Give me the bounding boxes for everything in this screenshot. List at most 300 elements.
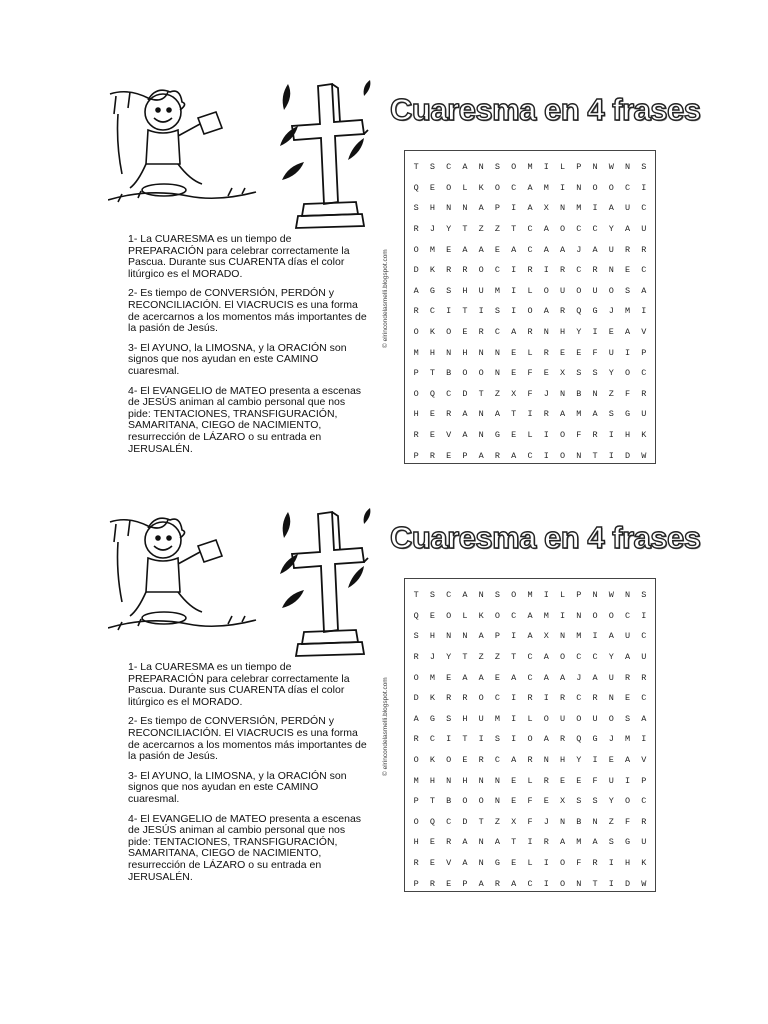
grid-letter: I [543, 590, 549, 601]
grid-letter: I [592, 327, 598, 338]
grid-letter: A [592, 672, 598, 683]
grid-letter: N [494, 775, 501, 786]
grid-letter: K [478, 182, 484, 193]
grid-letter: Z [494, 224, 501, 235]
grid-letter: U [625, 631, 631, 642]
grid-letter: A [625, 755, 631, 766]
grid-letter: R [527, 755, 533, 766]
grid-row [405, 384, 655, 405]
grid-letter: E [429, 610, 435, 621]
paragraph-1: 1- La CUARESMA es un tiempo de PREPARACIÓN para celebrar correctamente la Pascua. Durante sus CUARENTA días el color litúrgico es el MORADO. [128, 233, 350, 280]
grid-letter: T [592, 450, 598, 461]
grid-letter: A [559, 244, 566, 255]
grid-letter: Z [494, 652, 501, 663]
grid-letter: W [608, 590, 614, 601]
grid-letter: R [429, 878, 435, 889]
grid-letter: A [511, 327, 517, 338]
grid-letter: Z [608, 816, 614, 827]
grid-letter: J [608, 734, 614, 745]
grid-row [405, 342, 655, 363]
grid-letter: H [625, 430, 631, 441]
grid-letter: N [478, 347, 484, 358]
grid-letter: O [608, 285, 614, 296]
grid-letter: R [413, 224, 419, 235]
grid-letter: I [641, 734, 647, 745]
grid-letter: E [625, 693, 631, 704]
grid-letter: I [641, 182, 647, 193]
grid-letter: E [543, 796, 549, 807]
grid-letter: O [446, 182, 452, 193]
grid-letter: Q [576, 306, 582, 317]
grid-letter: R [641, 672, 647, 683]
grid-letter: I [592, 755, 598, 766]
grid-letter: L [527, 713, 533, 724]
grid-letter: O [559, 878, 566, 889]
grid-letter: O [527, 306, 533, 317]
grid-letter: O [413, 755, 419, 766]
grid-letter: N [625, 590, 631, 601]
grid-letter: Y [608, 796, 614, 807]
grid-letter: S [494, 306, 501, 317]
grid-letter: H [462, 713, 468, 724]
grid-letter: M [625, 306, 631, 317]
grid-letter: C [446, 388, 452, 399]
grid-letter: R [559, 734, 566, 745]
grid-letter: A [559, 409, 566, 420]
grid-letter: I [543, 450, 549, 461]
grid-letter: F [527, 368, 533, 379]
grid-letter: M [429, 244, 435, 255]
grid-letter: F [625, 388, 631, 399]
grid-letter: S [494, 734, 501, 745]
grid-letter: E [446, 878, 452, 889]
grid-letter: S [413, 203, 419, 214]
grid-letter: R [446, 837, 452, 848]
grid-letter: L [559, 162, 566, 173]
grid-letter: T [462, 652, 468, 663]
grid-letter: I [478, 306, 484, 317]
grid-letter: S [608, 837, 614, 848]
grid-letter: H [413, 409, 419, 420]
grid-letter: V [446, 430, 452, 441]
grid-letter: R [462, 693, 468, 704]
grid-letter: R [413, 652, 419, 663]
grid-letter: E [511, 347, 517, 358]
grid-letter: O [478, 796, 484, 807]
grid-letter: C [641, 368, 647, 379]
grid-letter: I [511, 285, 517, 296]
grid-letter: S [625, 285, 631, 296]
grid-letter: A [462, 672, 468, 683]
grid-letter: V [641, 327, 647, 338]
grid-letter: R [413, 430, 419, 441]
grid-letter: S [446, 713, 452, 724]
grid-letter: N [446, 775, 452, 786]
grid-letter: U [559, 285, 566, 296]
grid-letter: U [608, 244, 614, 255]
grid-letter: U [478, 285, 484, 296]
grid-letter: E [576, 347, 582, 358]
grid-letter: P [413, 796, 419, 807]
grid-letter: Y [446, 224, 452, 235]
grid-letter: R [494, 450, 501, 461]
grid-letter: T [413, 590, 419, 601]
grid-letter: J [429, 652, 435, 663]
grid-letter: O [494, 182, 501, 193]
grid-letter: I [511, 693, 517, 704]
grid-letter: I [543, 265, 549, 276]
grid-letter: U [641, 224, 647, 235]
grid-letter: E [494, 672, 501, 683]
grid-letter: N [478, 837, 484, 848]
grid-letter: R [494, 878, 501, 889]
grid-letter: A [608, 203, 614, 214]
grid-letter: E [446, 672, 452, 683]
grid-letter: S [429, 590, 435, 601]
grid-letter: I [641, 610, 647, 621]
grid-letter: F [576, 430, 582, 441]
grid-letter: Q [413, 182, 419, 193]
grid-letter: A [478, 631, 484, 642]
grid-letter: R [592, 430, 598, 441]
grid-letter: C [576, 224, 582, 235]
grid-letter: R [429, 450, 435, 461]
grid-letter: O [559, 224, 566, 235]
grid-letter: O [592, 610, 598, 621]
grid-letter: I [511, 203, 517, 214]
grid-letter: I [543, 162, 549, 173]
grid-letter: I [592, 631, 598, 642]
grid-letter: R [527, 693, 533, 704]
grid-letter: C [446, 162, 452, 173]
grid-letter: F [527, 388, 533, 399]
grid-letter: N [494, 368, 501, 379]
grid-letter: C [494, 327, 501, 338]
grid-letter: N [494, 796, 501, 807]
grid-letter: E [543, 368, 549, 379]
grid-letter: P [462, 878, 468, 889]
grid-row [405, 281, 655, 302]
grid-letter: C [494, 265, 501, 276]
child-reading-illustration [108, 84, 258, 214]
grid-letter: A [625, 327, 631, 338]
grid-row [405, 301, 655, 322]
worksheet-title: Cuaresma en 4 frases [390, 520, 701, 555]
grid-letter: L [527, 347, 533, 358]
grid-letter: P [494, 631, 501, 642]
grid-letter: T [462, 224, 468, 235]
grid-letter: H [559, 327, 566, 338]
grid-letter: O [446, 327, 452, 338]
grid-letter: Z [494, 388, 501, 399]
grid-letter: O [413, 327, 419, 338]
grid-letter: N [462, 203, 468, 214]
grid-row [405, 709, 655, 730]
grid-letter: O [413, 672, 419, 683]
grid-letter: R [462, 265, 468, 276]
grid-letter: M [576, 203, 582, 214]
grid-row [405, 585, 655, 606]
grid-letter: R [543, 775, 549, 786]
grid-letter: B [446, 368, 452, 379]
grid-letter: J [576, 672, 582, 683]
grid-row [405, 873, 655, 894]
grid-letter: Q [413, 610, 419, 621]
grid-letter: E [511, 858, 517, 869]
grid-letter: A [462, 162, 468, 173]
grid-letter: I [446, 734, 452, 745]
grid-letter: V [446, 858, 452, 869]
grid-letter: A [543, 244, 549, 255]
grid-letter: Q [429, 388, 435, 399]
grid-letter: R [413, 734, 419, 745]
grid-letter: I [543, 878, 549, 889]
grid-letter: A [462, 858, 468, 869]
grid-letter: L [527, 430, 533, 441]
grid-letter: W [641, 450, 647, 461]
grid-letter: S [413, 631, 419, 642]
grid-letter: T [478, 388, 484, 399]
worksheet-title: Cuaresma en 4 frases [390, 92, 701, 127]
grid-letter: C [511, 182, 517, 193]
grid-letter: R [592, 858, 598, 869]
grid-letter: A [592, 837, 598, 848]
grid-letter: J [429, 224, 435, 235]
grid-letter: A [413, 285, 419, 296]
grid-letter: C [527, 652, 533, 663]
grid-letter: I [608, 430, 614, 441]
grid-letter: E [576, 775, 582, 786]
word-search-grid [404, 150, 656, 464]
grid-letter: G [625, 409, 631, 420]
grid-letter: C [494, 755, 501, 766]
grid-letter: U [592, 713, 598, 724]
grid-letter: S [592, 796, 598, 807]
grid-letter: Z [478, 224, 484, 235]
grid-letter: M [576, 837, 582, 848]
grid-letter: A [543, 224, 549, 235]
grid-letter: R [527, 265, 533, 276]
grid-letter: O [462, 368, 468, 379]
grid-letter: N [559, 631, 566, 642]
grid-letter: A [527, 182, 533, 193]
grid-letter: H [429, 203, 435, 214]
grid-letter: C [429, 734, 435, 745]
grid-letter: G [494, 430, 501, 441]
paragraph-3: 3- El AYUNO, la LIMOSNA, y la ORACIÓN son signos que nos ayudan en este CAMINO cuaresmal. [128, 341, 347, 377]
grid-letter: O [559, 450, 566, 461]
grid-letter: C [527, 224, 533, 235]
grid-letter: U [608, 775, 614, 786]
grid-letter: A [511, 878, 517, 889]
grid-letter: K [478, 610, 484, 621]
grid-letter: Z [494, 816, 501, 827]
grid-letter: D [462, 388, 468, 399]
grid-row [405, 626, 655, 647]
grid-letter: Y [446, 652, 452, 663]
grid-letter: F [592, 775, 598, 786]
grid-letter: M [429, 672, 435, 683]
grid-letter: O [478, 693, 484, 704]
worksheet-top [0, 78, 768, 498]
grid-letter: R [625, 244, 631, 255]
grid-letter: E [446, 244, 452, 255]
grid-letter: H [429, 347, 435, 358]
grid-letter: C [576, 652, 582, 663]
grid-letter: G [592, 734, 598, 745]
grid-letter: W [608, 162, 614, 173]
grid-letter: A [608, 631, 614, 642]
grid-letter: M [413, 775, 419, 786]
grid-letter: G [429, 285, 435, 296]
grid-letter: A [478, 244, 484, 255]
grid-letter: N [446, 631, 452, 642]
grid-letter: Q [576, 734, 582, 745]
grid-letter: S [592, 368, 598, 379]
grid-letter: A [511, 244, 517, 255]
grid-letter: C [592, 652, 598, 663]
grid-letter: N [478, 409, 484, 420]
credit-text: © elrincondelasmelli.blogspot.com [382, 677, 389, 776]
grid-letter: N [625, 162, 631, 173]
grid-letter: L [462, 610, 468, 621]
grid-letter: A [559, 672, 566, 683]
grid-letter: R [478, 327, 484, 338]
grid-letter: A [462, 590, 468, 601]
grid-letter: M [576, 409, 582, 420]
grid-row [405, 606, 655, 627]
grid-letter: S [446, 285, 452, 296]
grid-letter: R [625, 672, 631, 683]
grid-letter: E [429, 182, 435, 193]
grid-letter: O [559, 652, 566, 663]
grid-letter: K [641, 430, 647, 441]
grid-letter: I [608, 878, 614, 889]
grid-letter: M [625, 734, 631, 745]
grid-letter: S [494, 590, 501, 601]
grid-letter: E [511, 430, 517, 441]
grid-letter: R [413, 306, 419, 317]
grid-letter: O [478, 368, 484, 379]
paragraph-2: 2- Es tiempo de CONVERSIÓN, PERDÓN y RECONCILIACIÓN. El VIACRUCIS es una forma de acercarnos a los momentos más importantes de la pasión de Jesús. [128, 715, 367, 763]
grid-letter: E [511, 368, 517, 379]
grid-letter: A [527, 631, 533, 642]
grid-letter: J [543, 388, 549, 399]
grid-letter: I [527, 837, 533, 848]
grid-letter: H [413, 837, 419, 848]
grid-letter: R [543, 409, 549, 420]
grid-letter: E [511, 796, 517, 807]
grid-letter: I [608, 858, 614, 869]
cross-illustration [274, 80, 384, 232]
grid-letter: O [494, 610, 501, 621]
paragraph-2: 2- Es tiempo de CONVERSIÓN, PERDÓN y RECONCILIACIÓN. El VIACRUCIS es una forma de acercarnos a los momentos más importantes de la pasión de Jesús. [128, 287, 367, 335]
lesson-text [128, 662, 400, 891]
grid-letter: N [478, 590, 484, 601]
grid-letter: C [527, 878, 533, 889]
grid-letter: N [559, 203, 566, 214]
grid-letter: E [608, 327, 614, 338]
grid-letter: R [413, 858, 419, 869]
grid-letter: O [511, 590, 517, 601]
grid-letter: E [462, 755, 468, 766]
grid-letter: I [641, 306, 647, 317]
grid-letter: I [625, 347, 631, 358]
grid-letter: M [543, 610, 549, 621]
grid-letter: I [625, 775, 631, 786]
grid-letter: S [608, 409, 614, 420]
grid-letter: A [478, 203, 484, 214]
grid-letter: R [641, 388, 647, 399]
grid-row [405, 812, 655, 833]
child-reading-illustration [108, 512, 258, 642]
grid-letter: K [429, 755, 435, 766]
grid-letter: B [446, 796, 452, 807]
grid-letter: G [592, 306, 598, 317]
grid-row [405, 853, 655, 874]
grid-letter: U [608, 672, 614, 683]
grid-letter: N [478, 430, 484, 441]
grid-letter: C [494, 693, 501, 704]
grid-letter: I [446, 306, 452, 317]
grid-letter: N [478, 162, 484, 173]
grid-letter: O [527, 734, 533, 745]
grid-letter: I [543, 430, 549, 441]
grid-letter: U [641, 837, 647, 848]
grid-letter: D [413, 265, 419, 276]
grid-letter: O [543, 285, 549, 296]
grid-letter: A [641, 713, 647, 724]
grid-letter: E [608, 755, 614, 766]
grid-letter: S [625, 713, 631, 724]
grid-letter: Q [429, 816, 435, 827]
grid-letter: N [446, 203, 452, 214]
grid-letter: P [576, 590, 582, 601]
grid-letter: M [527, 590, 533, 601]
grid-letter: C [527, 672, 533, 683]
grid-letter: T [592, 878, 598, 889]
grid-letter: N [592, 816, 598, 827]
paragraph-4: 4- El EVANGELIO de MATEO presenta a escenas de JESÚS animan al cambio personal que nos pide: TENTACIONES, TRANSFIGURACIÓN, SAMARITANA, CIEGO de NACIMIENTO, resurrección de LÁZARO o su entrada en JERUSALÉN. [128, 812, 362, 883]
grid-letter: M [543, 182, 549, 193]
grid-row [405, 178, 655, 199]
grid-letter: I [527, 409, 533, 420]
grid-letter: C [641, 265, 647, 276]
grid-letter: E [446, 450, 452, 461]
grid-letter: A [494, 409, 501, 420]
grid-row [405, 157, 655, 178]
grid-letter: R [446, 693, 452, 704]
grid-letter: A [494, 837, 501, 848]
grid-row [405, 363, 655, 384]
grid-letter: N [543, 327, 549, 338]
grid-letter: X [511, 388, 517, 399]
grid-letter: K [641, 858, 647, 869]
grid-letter: M [527, 162, 533, 173]
grid-letter: X [559, 368, 566, 379]
grid-letter: R [559, 306, 566, 317]
grid-letter: B [576, 816, 582, 827]
grid-letter: O [543, 713, 549, 724]
grid-letter: P [641, 347, 647, 358]
grid-letter: X [543, 631, 549, 642]
grid-letter: H [559, 755, 566, 766]
grid-letter: O [446, 610, 452, 621]
grid-letter: O [462, 796, 468, 807]
grid-letter: N [592, 388, 598, 399]
grid-letter: H [625, 858, 631, 869]
grid-letter: I [592, 203, 598, 214]
